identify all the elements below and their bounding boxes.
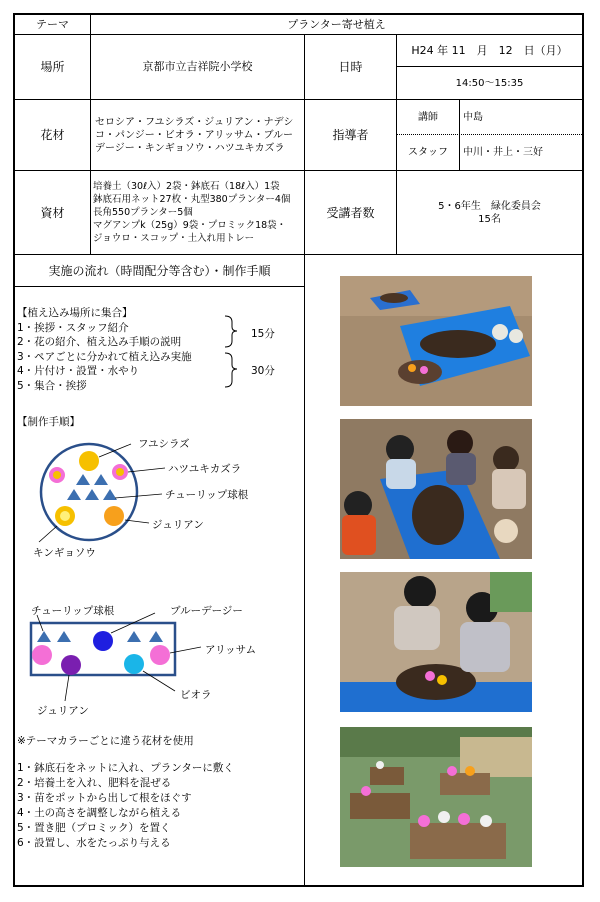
flowers-value: セロシア・フユシラズ・ジュリアン・ナデシコ・パンジー・ビオラ・アリッサム・ブルーデージー・キンギョソウ・ハツユキカズラ bbox=[95, 116, 294, 154]
gather-heading: 【植え込み場所に集合】 bbox=[17, 307, 133, 319]
time-30min: 30分 bbox=[251, 365, 275, 377]
label-viola: ビオラ bbox=[180, 689, 212, 701]
participants-line: 15名 bbox=[478, 213, 501, 225]
procedure-item: 2・培養土を入れ、肥料を混ぜる bbox=[17, 777, 172, 789]
step-item: 5・集合・挨拶 bbox=[17, 379, 87, 392]
staff-label: スタッフ bbox=[408, 147, 448, 158]
materials-line: 培養土（30ℓ入）2袋・鉢底石（18ℓ入）1袋 bbox=[93, 181, 280, 192]
photo-pair-planting bbox=[340, 572, 532, 712]
place-value: 京都市立吉祥院小学校 bbox=[142, 60, 253, 73]
time-15min: 15分 bbox=[251, 328, 275, 340]
time-brackets bbox=[223, 313, 243, 393]
label-tulip: チューリップ球根 bbox=[165, 489, 249, 501]
date-label: 日時 bbox=[338, 60, 363, 74]
theme-label: テーマ bbox=[36, 17, 69, 31]
label-alyssum: アリッサム bbox=[205, 644, 257, 656]
materials-line: ジョウロ・スコップ・土入れ用トレー bbox=[93, 233, 255, 244]
long-planter-diagram bbox=[15, 605, 304, 715]
procedure-item: 1・鉢底石をネットに入れ、プランターに敷く bbox=[17, 762, 234, 774]
participants-line: 5・6年生 緑化委員会 bbox=[438, 200, 541, 212]
lecturer-label: 講師 bbox=[418, 111, 438, 123]
procedure-item: 6・設置し、水をたっぷり与える bbox=[17, 837, 171, 849]
staff-value: 中川・井上・三好 bbox=[463, 147, 543, 158]
procedure-item: 3・苗をポットから出して根をほぐす bbox=[17, 792, 192, 804]
procedure-list bbox=[17, 761, 234, 851]
label-julian-long: ジュリアン bbox=[37, 705, 89, 717]
materials-line: 長角550プランター5個 bbox=[93, 207, 193, 218]
step-item: 1・挨拶・スタッフ紹介 bbox=[17, 321, 129, 334]
procedure-item: 5・置き肥（プロミック）を置く bbox=[17, 822, 171, 834]
planting-record-sheet bbox=[13, 13, 584, 887]
label-kingyoso: キンギョソウ bbox=[33, 547, 96, 559]
materials-line: 鉢底石用ネット27枚・丸型380プランター4個 bbox=[93, 194, 291, 205]
procedure-heading: 【制作手順】 bbox=[17, 416, 80, 428]
theme-value: プランター寄せ植え bbox=[287, 17, 386, 31]
photo-planters-on-tarp bbox=[340, 276, 532, 406]
step-item: 3・ペアごとに分かれて植え込み実施 bbox=[17, 350, 192, 363]
materials-label: 資材 bbox=[40, 205, 65, 220]
leader-label: 指導者 bbox=[332, 128, 369, 142]
photo-children-planting bbox=[340, 419, 532, 559]
materials-list bbox=[93, 171, 303, 254]
materials-line: マグアンプk（25g）9袋・プロミック18袋・ bbox=[93, 220, 287, 231]
theme-color-note: ※テーマカラーごとに違う花材を使用 bbox=[17, 735, 194, 747]
flowers-label: 花材 bbox=[40, 128, 65, 142]
time-value: 14:50～15:35 bbox=[455, 77, 524, 89]
date-value: H24 年 11 月 12 日（月） bbox=[411, 43, 568, 57]
label-julian: ジュリアン bbox=[152, 519, 204, 531]
place-label: 場所 bbox=[40, 60, 65, 74]
label-fuyushirazu: フユシラズ bbox=[138, 438, 190, 450]
participants-label: 受講者数 bbox=[326, 205, 375, 220]
participants-value bbox=[397, 171, 582, 254]
photo-finished-planters bbox=[340, 727, 532, 867]
row-divider bbox=[15, 286, 305, 287]
label-bluedaisy: ブルーデージー bbox=[170, 605, 243, 617]
lecturer-value: 中島 bbox=[463, 111, 483, 123]
step-item: 4・片付け・設置・水やり bbox=[17, 365, 140, 377]
procedure-item: 4・土の高さを調整しながら植える bbox=[17, 807, 182, 819]
step-item: 2・花の紹介、植え込み手順の説明 bbox=[17, 336, 182, 348]
label-hatsuyuki: ハツユキカズラ bbox=[168, 463, 242, 475]
label-tulip-long: チューリップ球根 bbox=[31, 605, 115, 617]
gather-list bbox=[17, 306, 192, 393]
flow-title: 実施の流れ（時間配分等含む）・制作手順 bbox=[48, 263, 271, 278]
